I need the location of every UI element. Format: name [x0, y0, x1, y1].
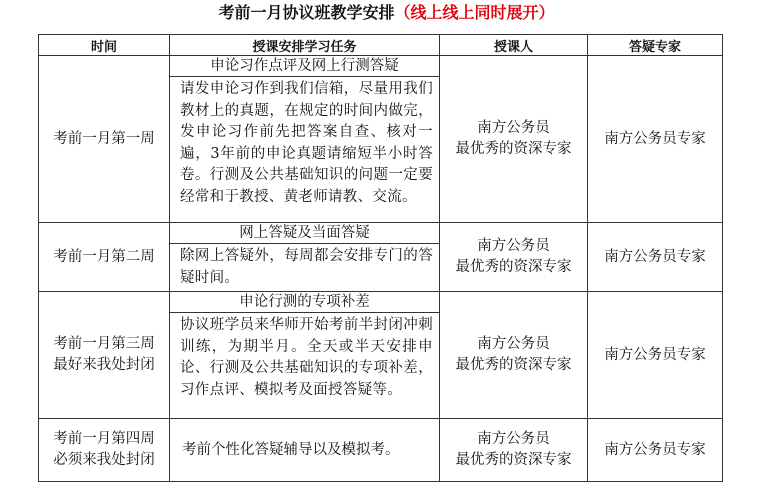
- table-row: [39, 56, 723, 223]
- teacher-line-1: 南方公务员: [477, 120, 550, 136]
- teacher-cell: [440, 292, 588, 419]
- time-cell: [39, 223, 170, 292]
- task-body: 请发申论习作到我们信箱，尽量用我们教材上的真题，在规定的时间内做完，发申论习作前先把答案自查、核对一遍，3年前的申论真题请缩短半小时答卷。行测及公共基础知识的问题一定要经常和于教授、黄老师请教、交流。: [180, 81, 433, 205]
- schedule-table: [38, 34, 723, 482]
- task-cell: [170, 292, 440, 419]
- task-cell: [170, 223, 440, 292]
- header-expert: 答疑专家: [588, 35, 723, 56]
- header-task: 授课安排学习任务: [170, 35, 440, 56]
- teacher-line-1: 南方公务员: [477, 431, 550, 448]
- teacher-cell: [440, 419, 588, 482]
- table-row: [39, 419, 723, 482]
- title-note: （线上线上同时展开）: [394, 3, 555, 22]
- task-body: 协议班学员来华师开始考前半封闭冲刺训练，为期半月。全天或半天安排申论、行测及公共基础知识的专项补差，习作点评、模拟考及面授答疑等。: [180, 317, 433, 398]
- header-teacher: 授课人: [440, 35, 588, 56]
- document-title: [0, 0, 773, 26]
- time-label: 考前一月第一周: [53, 130, 155, 147]
- time-label: 考前一月第四周: [53, 431, 155, 448]
- time-cell: [39, 419, 170, 482]
- time-label: 考前一月第三周: [53, 336, 155, 353]
- title-main: 考前一月协议班教学安排: [218, 3, 395, 22]
- table-row: [39, 292, 723, 419]
- teacher-line-2: 最优秀的资深专家: [455, 452, 572, 469]
- expert-cell: 南方公务员专家: [588, 419, 723, 482]
- expert-cell: 南方公务员专家: [588, 292, 723, 419]
- table-header-row: [39, 35, 723, 56]
- teacher-cell: [440, 223, 588, 292]
- expert-cell: 南方公务员专家: [588, 223, 723, 292]
- time-note: 必须来我处封闭: [53, 452, 155, 469]
- task-body: 除网上答疑外，每周都会安排专门的答疑时间。: [180, 248, 433, 286]
- time-cell: [39, 292, 170, 419]
- teacher-line-2: 最优秀的资深专家: [455, 259, 572, 276]
- task-heading: 申论行测的专项补差: [170, 292, 439, 313]
- expert-cell: 南方公务员专家: [588, 56, 723, 223]
- teacher-line-2: 最优秀的资深专家: [455, 357, 572, 374]
- teacher-line-2: 最优秀的资深专家: [455, 141, 572, 157]
- task-heading: 网上答疑及当面答疑: [170, 223, 439, 244]
- time-note: 最好来我处封闭: [53, 357, 155, 374]
- task-cell: [170, 419, 440, 482]
- teacher-line-1: 南方公务员: [477, 336, 550, 353]
- time-cell: [39, 56, 170, 223]
- task-heading: 申论习作点评及网上行测答疑: [170, 56, 439, 77]
- header-time: 时间: [39, 35, 170, 56]
- time-label: 考前一月第二周: [53, 248, 155, 265]
- teacher-cell: [440, 56, 588, 223]
- task-cell: [170, 56, 440, 223]
- task-body: 考前个性化答疑辅导以及模拟考。: [182, 441, 400, 458]
- table-row: [39, 223, 723, 292]
- teacher-line-1: 南方公务员: [477, 238, 550, 255]
